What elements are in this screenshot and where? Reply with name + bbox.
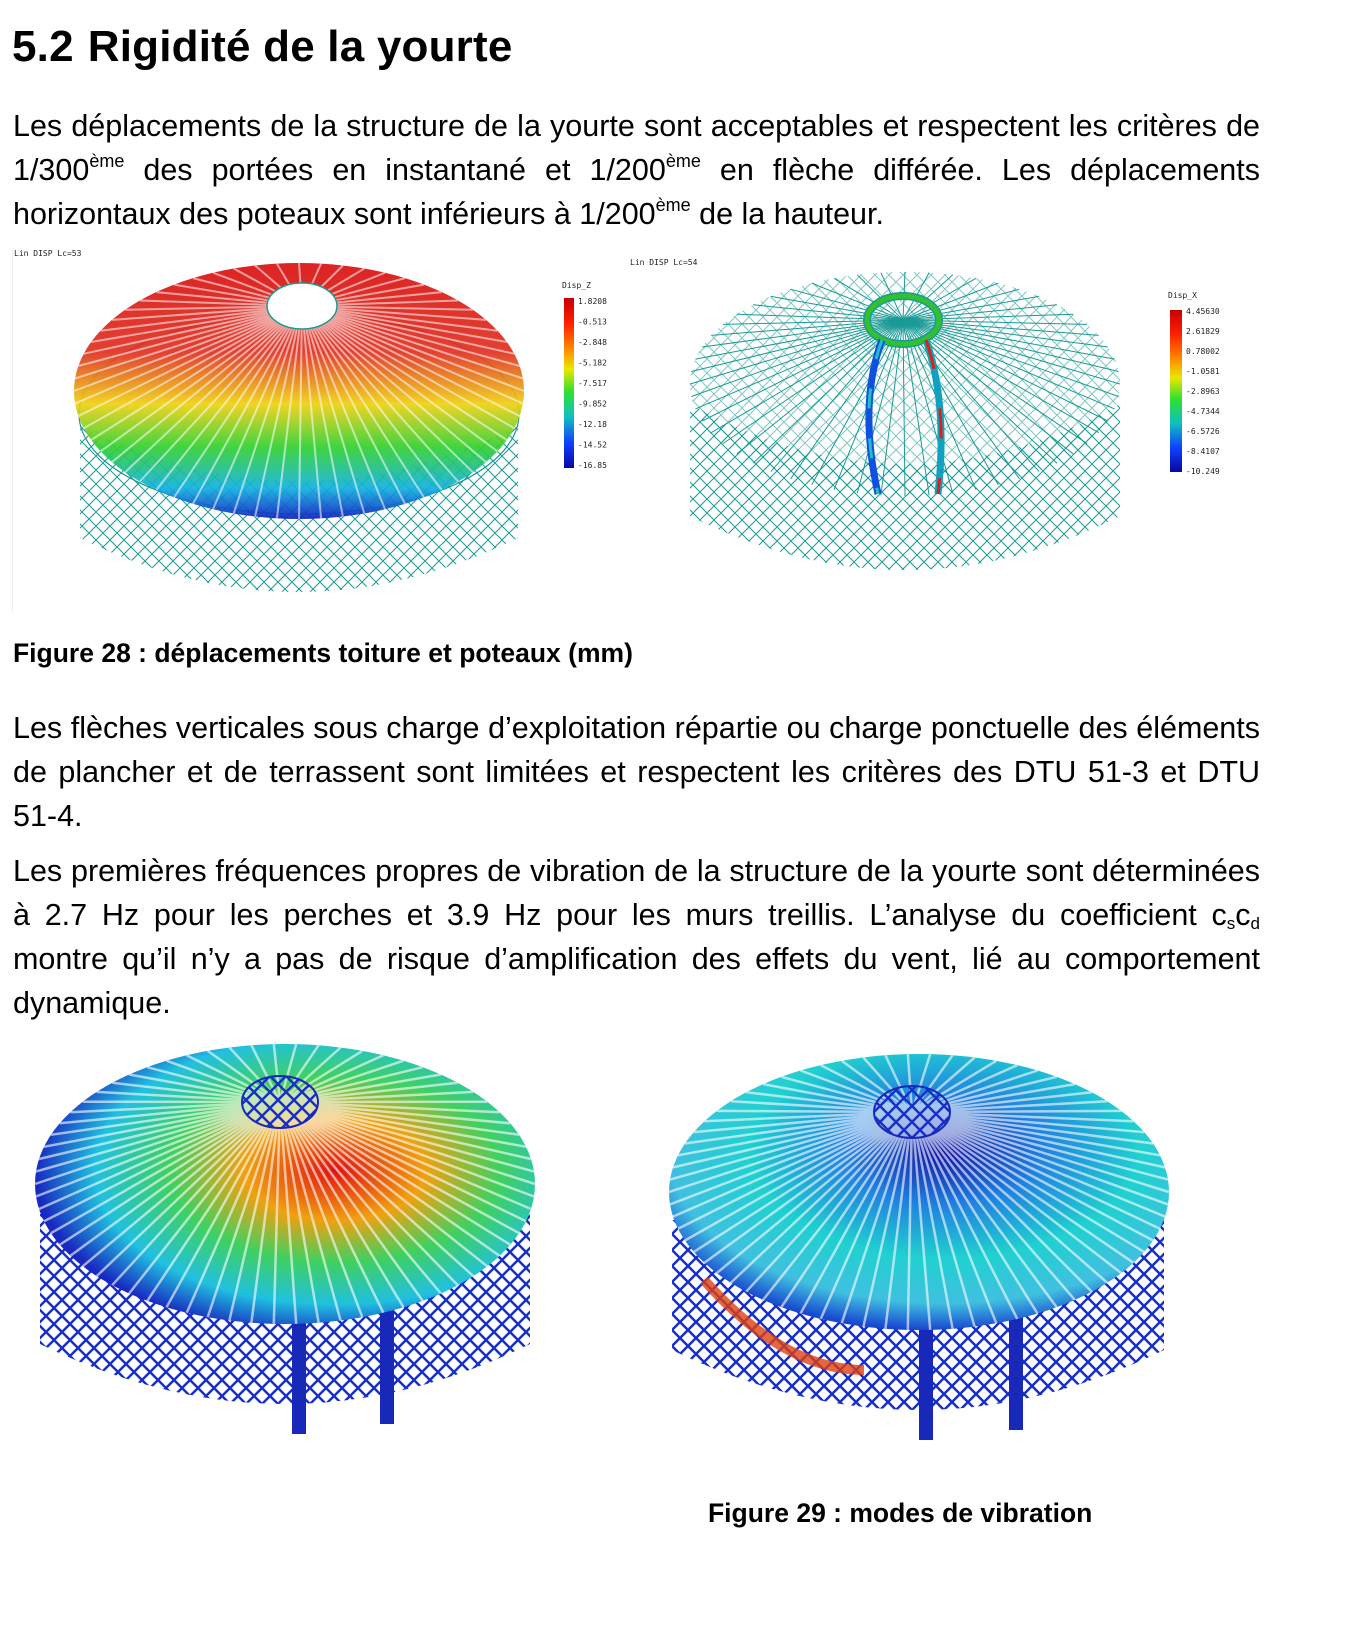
- legend-value: -9.852: [578, 399, 607, 409]
- legend-value: -7.517: [578, 379, 607, 388]
- legend-value: 1.8208: [578, 297, 607, 306]
- legend-value: -14.52: [578, 440, 607, 450]
- paragraph-deplacements: Les déplacements de la structure de la yourte sont acceptables et respectent les critères de 1/300ème des portées en instantané et 1/200ème en flèche différée. Les déplacements horizontaux des poteaux sont inférieurs à 1/200ème de la hauteur.: [13, 109, 1260, 231]
- figure28-left-legend-title: Disp_Z: [562, 281, 591, 290]
- legend-value: -6.5726: [1186, 427, 1220, 436]
- section-heading: [12, 22, 513, 72]
- section-title: Rigidité de la yourte: [87, 22, 513, 71]
- legend-value: -2.8963: [1186, 387, 1220, 396]
- legend-value: 4.45630: [1186, 307, 1220, 316]
- legend-value: 2.61829: [1186, 327, 1220, 336]
- legend-value: 0.78002: [1186, 347, 1220, 356]
- legend-value: -2.848: [578, 338, 607, 347]
- figure28-caption: Figure 28 : déplacements toiture et poteaux (mm): [13, 638, 633, 668]
- figure29-right-vibration-mode: [664, 1050, 1184, 1446]
- section-number: 5.2: [12, 22, 74, 71]
- legend-value: -8.4107: [1186, 447, 1220, 456]
- legend-value: -12.18: [578, 420, 607, 429]
- figure28-left-roof-displacement: [12, 246, 630, 612]
- legend-value: -1.0581: [1186, 367, 1220, 376]
- figure29-left-vibration-mode: [30, 1044, 550, 1440]
- figure28-right-label: Lin DISP Lc=54: [630, 258, 698, 267]
- figure28-right-post-displacement: [630, 254, 1230, 610]
- legend-value: -10.249: [1186, 467, 1220, 476]
- figure29-caption: Figure 29 : modes de vibration: [708, 1498, 1093, 1528]
- legend-value: -5.182: [578, 358, 607, 368]
- paragraph-frequences: Les premières fréquences propres de vibration de la structure de la yourte sont déterminées à 2.7 Hz pour les perches et 3.9 Hz pour les murs treillis. L’analyse du coefficient $c_sc_d$ montre qu’il n’y a pas de risque d’amplification des effets du vent, lié au comportement dynamique.: [13, 854, 1260, 1020]
- legend-value: -0.513: [578, 317, 607, 327]
- legend-value: -4.7344: [1186, 407, 1220, 416]
- legend-value: -16.85: [578, 461, 607, 470]
- paragraph-fleches: Les flèches verticales sous charge d’exploitation répartie ou charge ponctuelle des éléments de plancher et de terrassent sont limitées et respectent les critères des DTU 51-3 et DTU 51-4.: [13, 711, 1260, 833]
- figure28-left-label: Lin DISP Lc=53: [14, 249, 82, 258]
- figure28-right-legend-title: Disp_X: [1168, 291, 1197, 300]
